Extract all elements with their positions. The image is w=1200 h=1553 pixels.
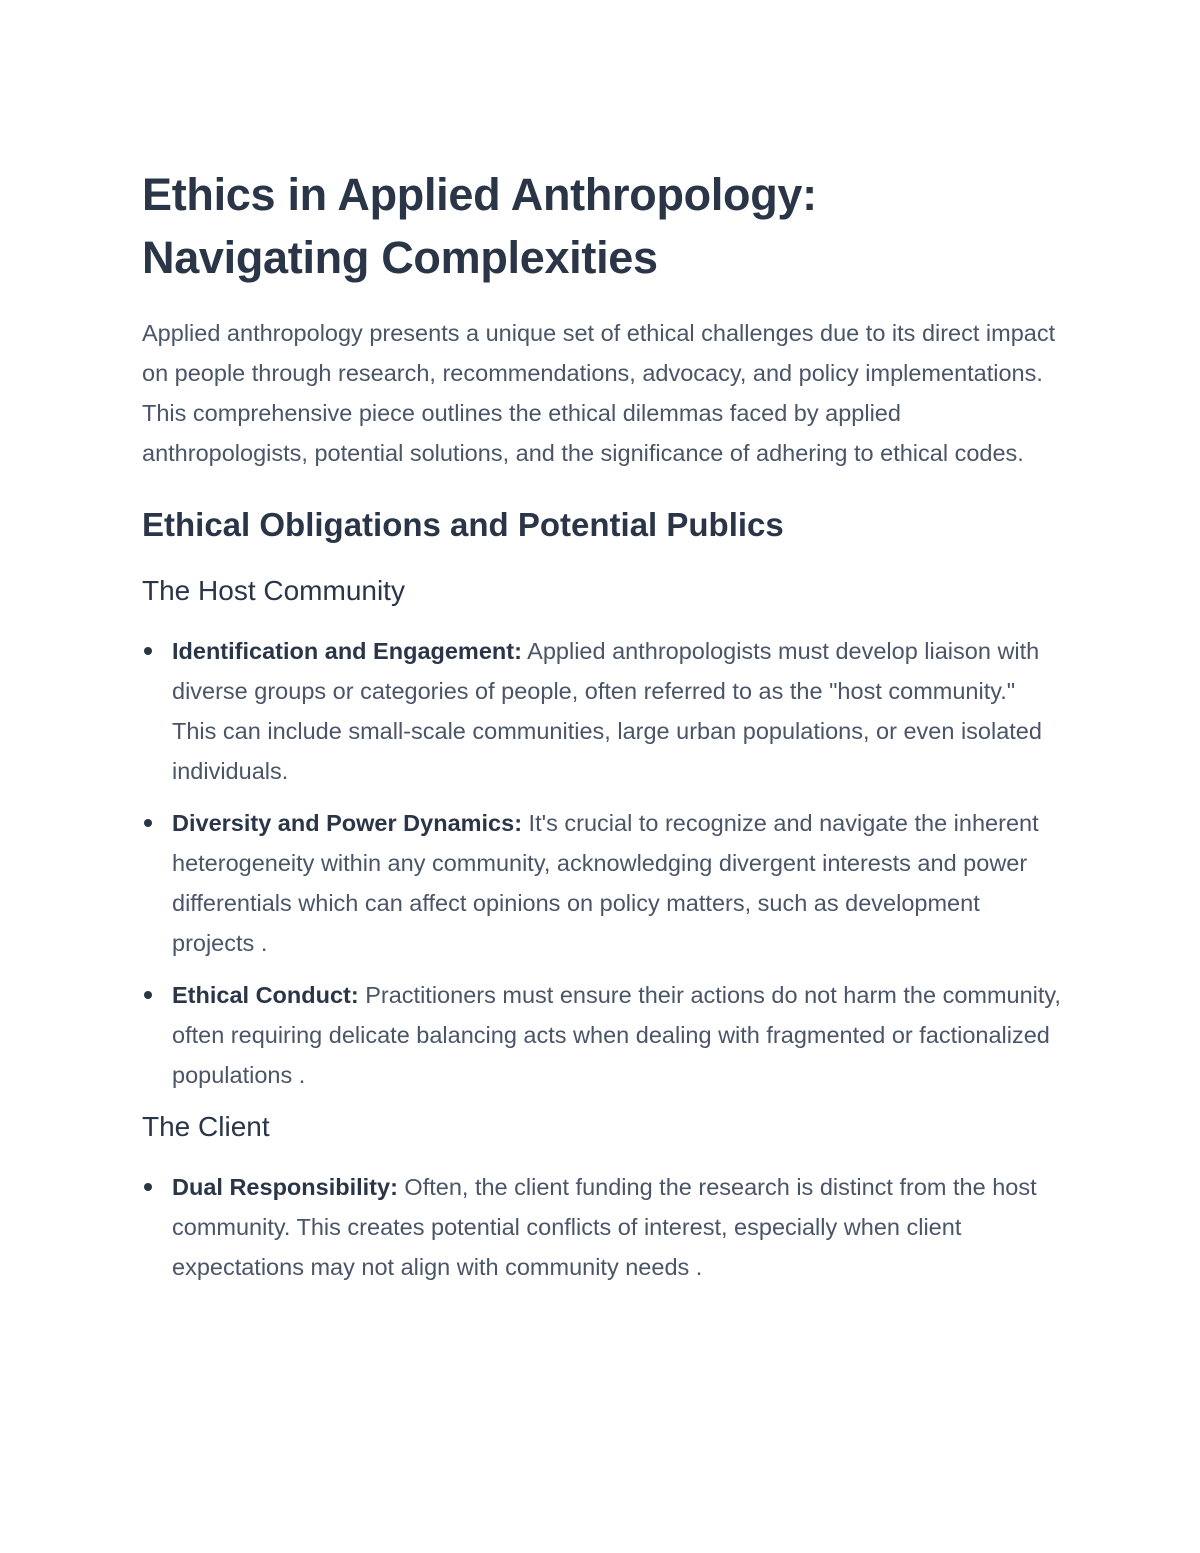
list-item [142,1167,1062,1287]
title-line-1: Ethics in Applied Anthropology: [142,169,817,220]
item-text: Often, the client funding the research is distinct from the host community. This creates potential conflicts of interest, especially when client expectations may not align with community needs . [172,1174,1037,1280]
bullet-icon [144,991,152,999]
subheading-client: The Client [142,1111,270,1142]
client-list [142,1167,1062,1287]
list-item [142,975,1062,1095]
bullet-icon [144,647,152,655]
item-term: Diversity and Power Dynamics: [172,810,523,836]
item-term: Dual Responsibility: [172,1174,398,1200]
host-community-list [142,631,1062,1095]
item-text: Practitioners must ensure their actions do not harm the community, often requiring delicate balancing acts when dealing with fragmented or factionalized populations . [172,982,1061,1088]
item-text: Applied anthropologists must develop liaison with diverse groups or categories of people, often referred to as the "host community." This can include small-scale communities, large urban populations, or even isolated individuals. [172,638,1042,784]
item-term: Ethical Conduct: [172,982,359,1008]
item-text: It's crucial to recognize and navigate the inherent heterogeneity within any community, acknowledging divergent interests and power differentials which can affect opinions on policy matters, such as development projects . [172,810,1039,956]
bullet-icon [144,1183,152,1191]
intro-paragraph: Applied anthropology presents a unique set of ethical challenges due to its direct impact on people through research, recommendations, advocacy, and policy implementations. This comprehensive piece outlines the ethical dilemmas faced by applied anthropologists, potential solutions, and the significance of adhering to ethical codes. [142,320,1056,466]
subheading-host-community: The Host Community [142,575,405,606]
document-title [142,163,1062,289]
list-item [142,631,1062,791]
section-heading: Ethical Obligations and Potential Publics [142,506,784,543]
item-term: Identification and Engagement: [172,638,522,664]
title-line-2: Navigating Complexities [142,232,658,283]
bullet-icon [144,819,152,827]
document-page [142,163,1062,1299]
list-item [142,803,1062,963]
